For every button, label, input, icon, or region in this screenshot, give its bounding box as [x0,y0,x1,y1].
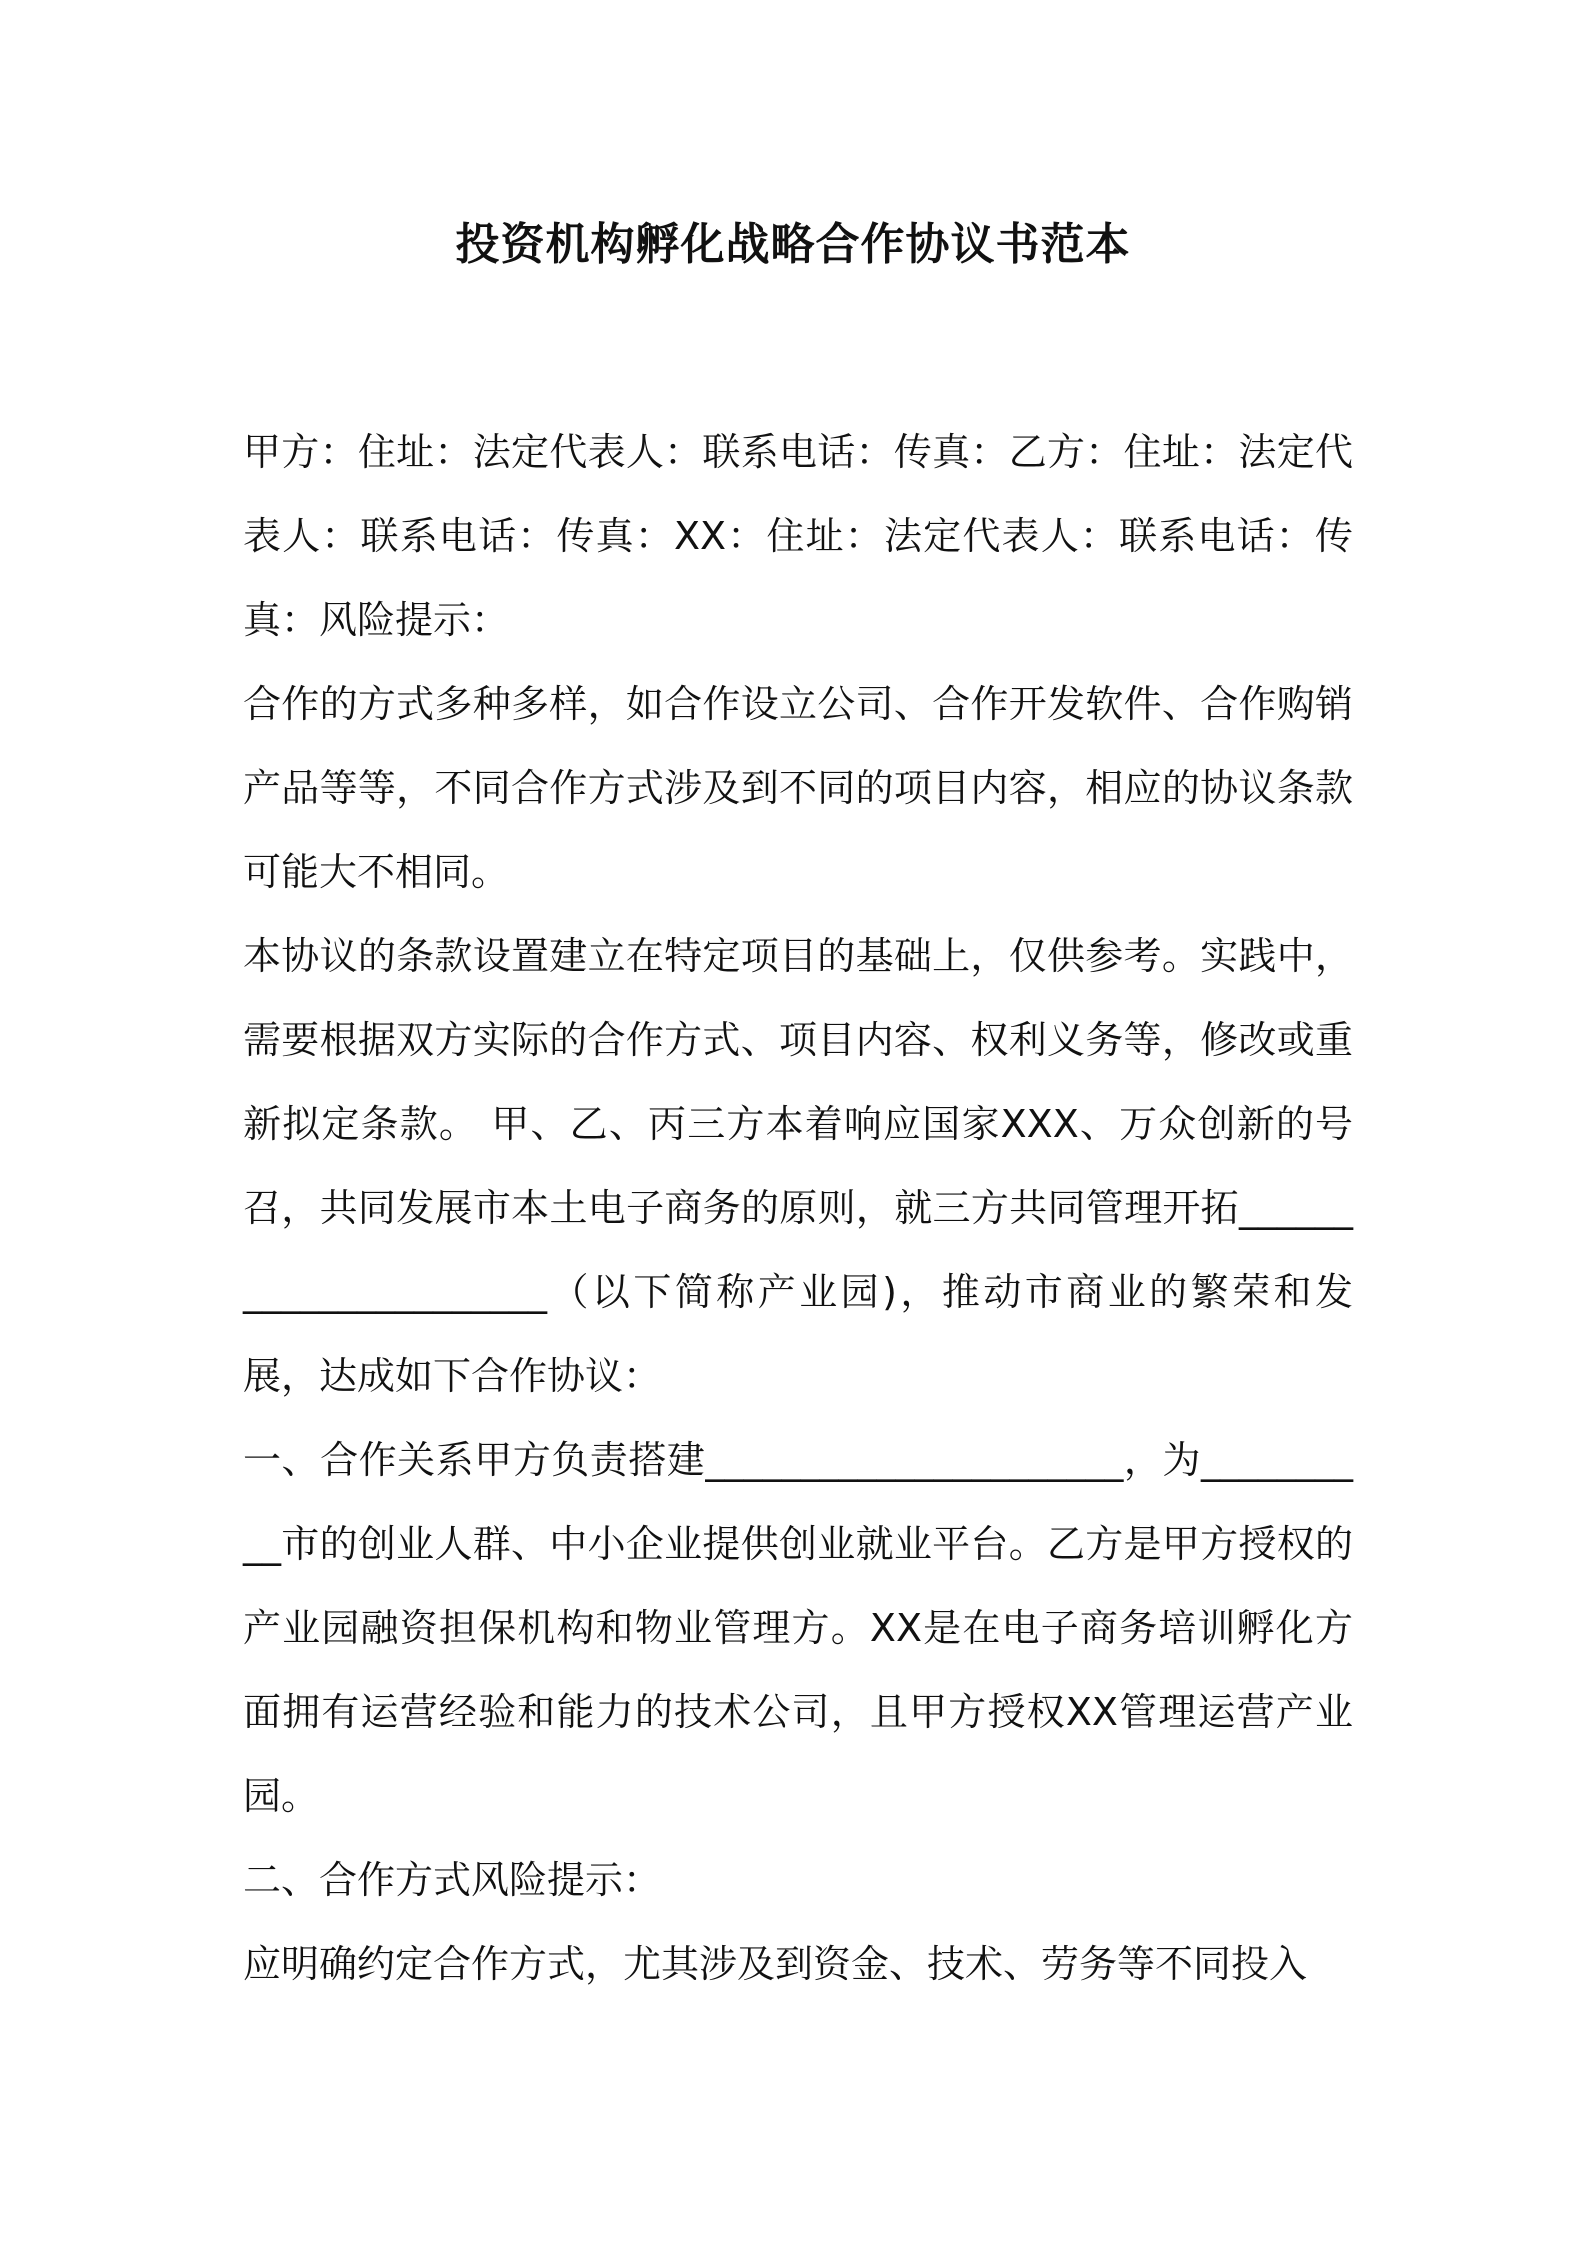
document-body [243,410,1353,2006]
paragraph-section-1: 一、合作关系甲方负责搭建______________________，为__________市的创业人群、中小企业提供创业就业平台。乙方是甲方授权的产业园融资担保机构和物业管理方。XX是在电子商务培训孵化方面拥有运营经验和能力的技术公司，且甲方授权XX管理运营产业园。 [243,1438,1353,1818]
document-title: 投资机构孵化战略合作协议书范本 [455,219,1131,270]
paragraph-parties: 甲方：住址：法定代表人：联系电话：传真：乙方：住址：法定代表人：联系电话：传真：XX：住址：法定代表人：联系电话：传真：风险提示： [243,430,1353,642]
paragraph-preamble: 本协议的条款设置建立在特定项目的基础上，仅供参考。实践中，需要根据双方实际的合作方式、项目内容、权利义务等，修改或重新拟定条款。 甲、乙、丙三方本着响应国家XXX、万众创新的号召，共同发展市本土电子商务的原则，就三方共同管理开拓______________________（以下简称产业园)，推动市商业的繁荣和发展，达成如下合作协议： [243,934,1353,1398]
paragraph-risk-note: 合作的方式多种多样，如合作设立公司、合作开发软件、合作购销产品等等，不同合作方式涉及到不同的项目内容，相应的协议条款可能大不相同。 [243,682,1353,894]
section-heading-2: 二、合作方式风险提示： [243,1858,662,1902]
paragraph-section-2: 应明确约定合作方式，尤其涉及到资金、技术、劳务等不同投入 [243,1942,1308,1986]
